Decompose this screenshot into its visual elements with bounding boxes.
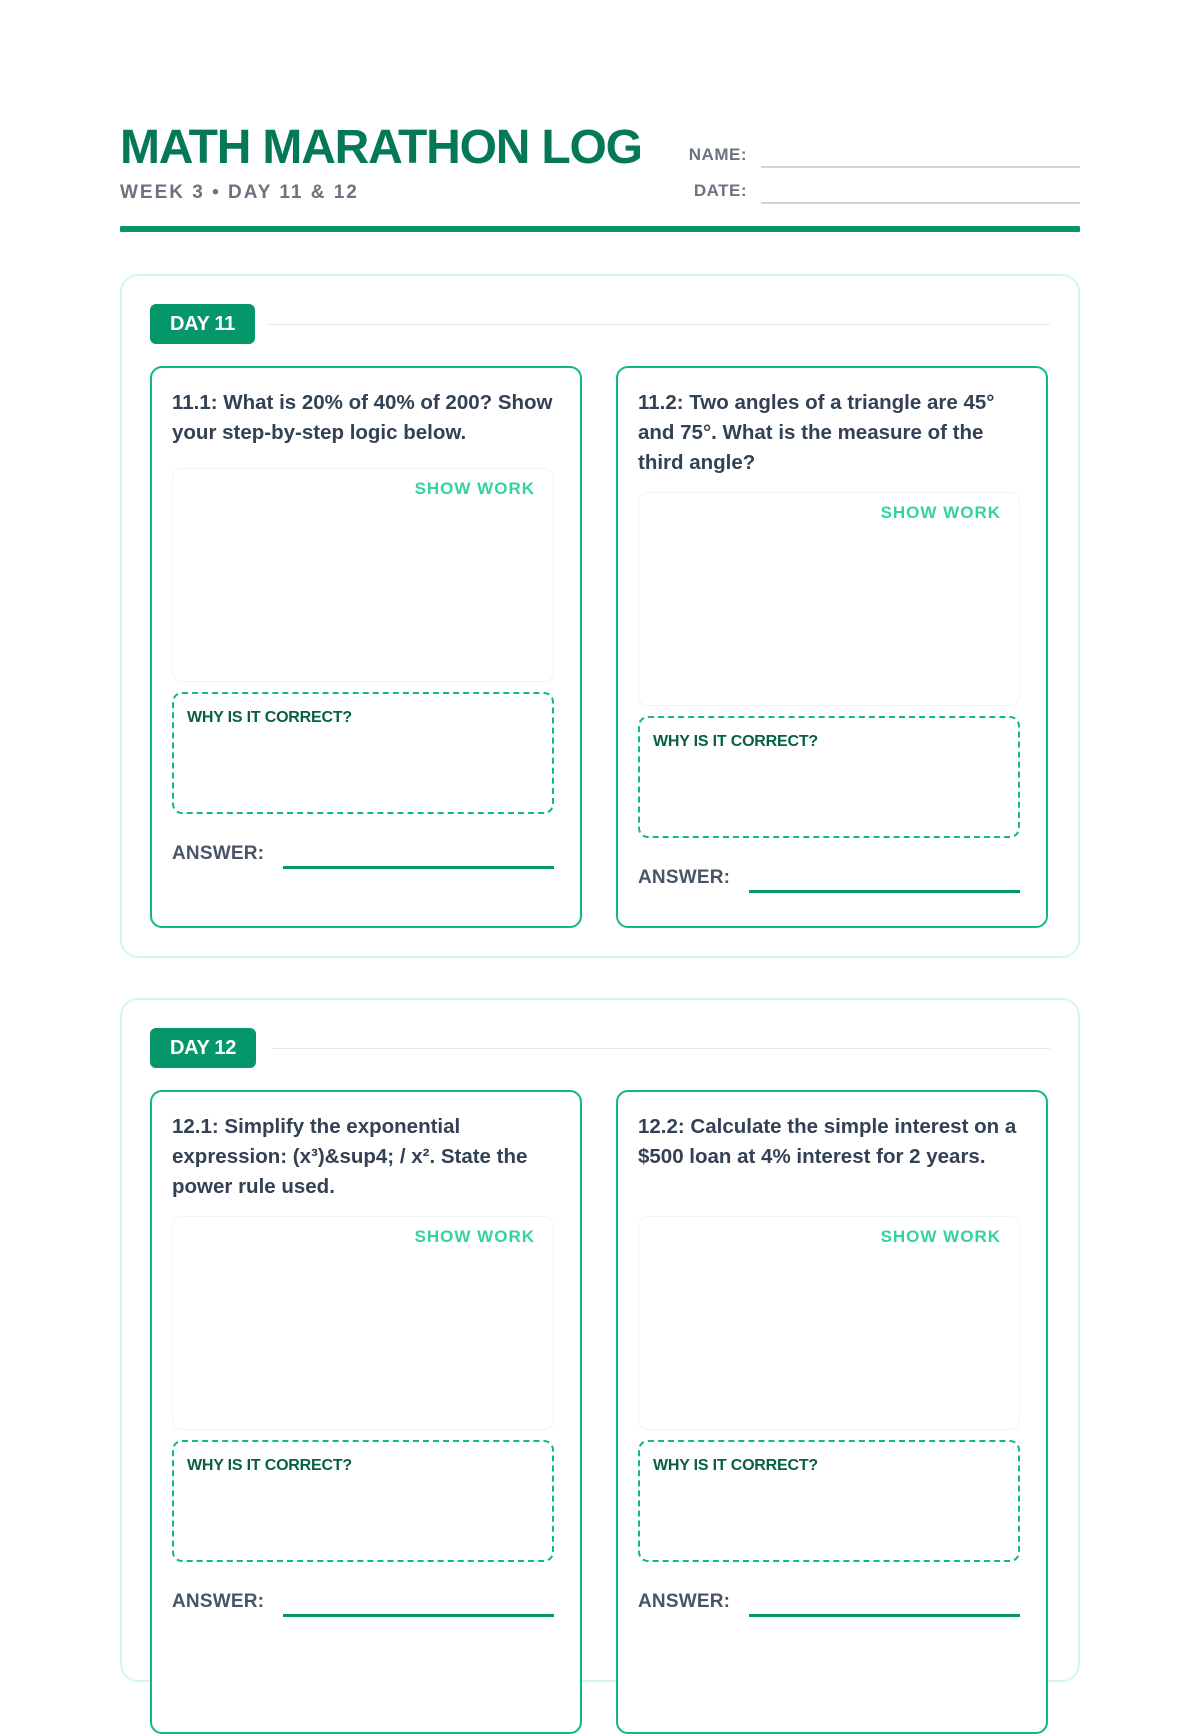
answer-row: [638, 1588, 1020, 1618]
why-correct-label: WHY IS IT CORRECT?: [187, 1457, 352, 1474]
answer-row: [638, 864, 1020, 894]
badge-divider: [272, 1048, 1050, 1049]
answer-write-line[interactable]: [283, 1614, 554, 1617]
show-work-label: SHOW WORK: [880, 503, 1001, 522]
show-work-label: SHOW WORK: [880, 1227, 1001, 1246]
show-work-label: SHOW WORK: [414, 479, 535, 498]
page-title: MATH MARATHON LOG: [120, 121, 642, 174]
day-12-section: [120, 998, 1080, 1682]
answer-label: ANSWER:: [638, 867, 731, 888]
answer-label: ANSWER:: [172, 843, 265, 864]
why-correct-box[interactable]: [638, 716, 1020, 838]
day-badge: DAY 11: [150, 304, 255, 344]
show-work-area[interactable]: [638, 1216, 1020, 1430]
problem-card-11-1: [150, 366, 582, 928]
why-correct-label: WHY IS IT CORRECT?: [653, 1457, 818, 1474]
why-correct-box[interactable]: [638, 1440, 1020, 1562]
problem-card-11-2: [616, 366, 1048, 928]
question-text: 12.2: Calculate the simple interest on a $500 loan at 4% interest for 2 years.: [638, 1115, 1017, 1168]
answer-write-line[interactable]: [283, 866, 554, 869]
why-correct-label: WHY IS IT CORRECT?: [187, 709, 352, 726]
worksheet-header: [120, 120, 1080, 234]
page-subtitle: WEEK 3 • DAY 11 & 12: [120, 182, 359, 203]
day-badge: DAY 12: [150, 1028, 256, 1068]
problem-card-12-1: [150, 1090, 582, 1734]
why-correct-box[interactable]: [172, 692, 554, 814]
answer-label: ANSWER:: [172, 1591, 265, 1612]
answer-write-line[interactable]: [749, 1614, 1020, 1617]
answer-row: [172, 840, 554, 870]
name-write-line[interactable]: [761, 166, 1080, 168]
badge-divider: [268, 324, 1050, 325]
question-text: 11.1: What is 20% of 40% of 200? Show your step-by-step logic below.: [172, 391, 553, 444]
show-work-area[interactable]: [172, 468, 554, 682]
problem-card-12-2: [616, 1090, 1048, 1734]
answer-write-line[interactable]: [749, 890, 1020, 893]
why-correct-box[interactable]: [172, 1440, 554, 1562]
name-field[interactable]: [680, 140, 1080, 170]
why-correct-label: WHY IS IT CORRECT?: [653, 733, 818, 750]
show-work-area[interactable]: [638, 492, 1020, 706]
date-label: DATE:: [693, 181, 747, 200]
header-divider: [120, 226, 1080, 232]
show-work-area[interactable]: [172, 1216, 554, 1430]
answer-label: ANSWER:: [638, 1591, 731, 1612]
show-work-label: SHOW WORK: [414, 1227, 535, 1246]
date-field[interactable]: [680, 176, 1080, 206]
name-label: NAME:: [688, 145, 747, 164]
day-11-section: [120, 274, 1080, 958]
question-text: 11.2: Two angles of a triangle are 45° and 75°. What is the measure of the third angle?: [638, 391, 995, 474]
answer-row: [172, 1588, 554, 1618]
question-text: 12.1: Simplify the exponential expression: (x³)&sup4; / x². State the power rule used.: [172, 1115, 528, 1198]
date-write-line[interactable]: [761, 202, 1080, 204]
